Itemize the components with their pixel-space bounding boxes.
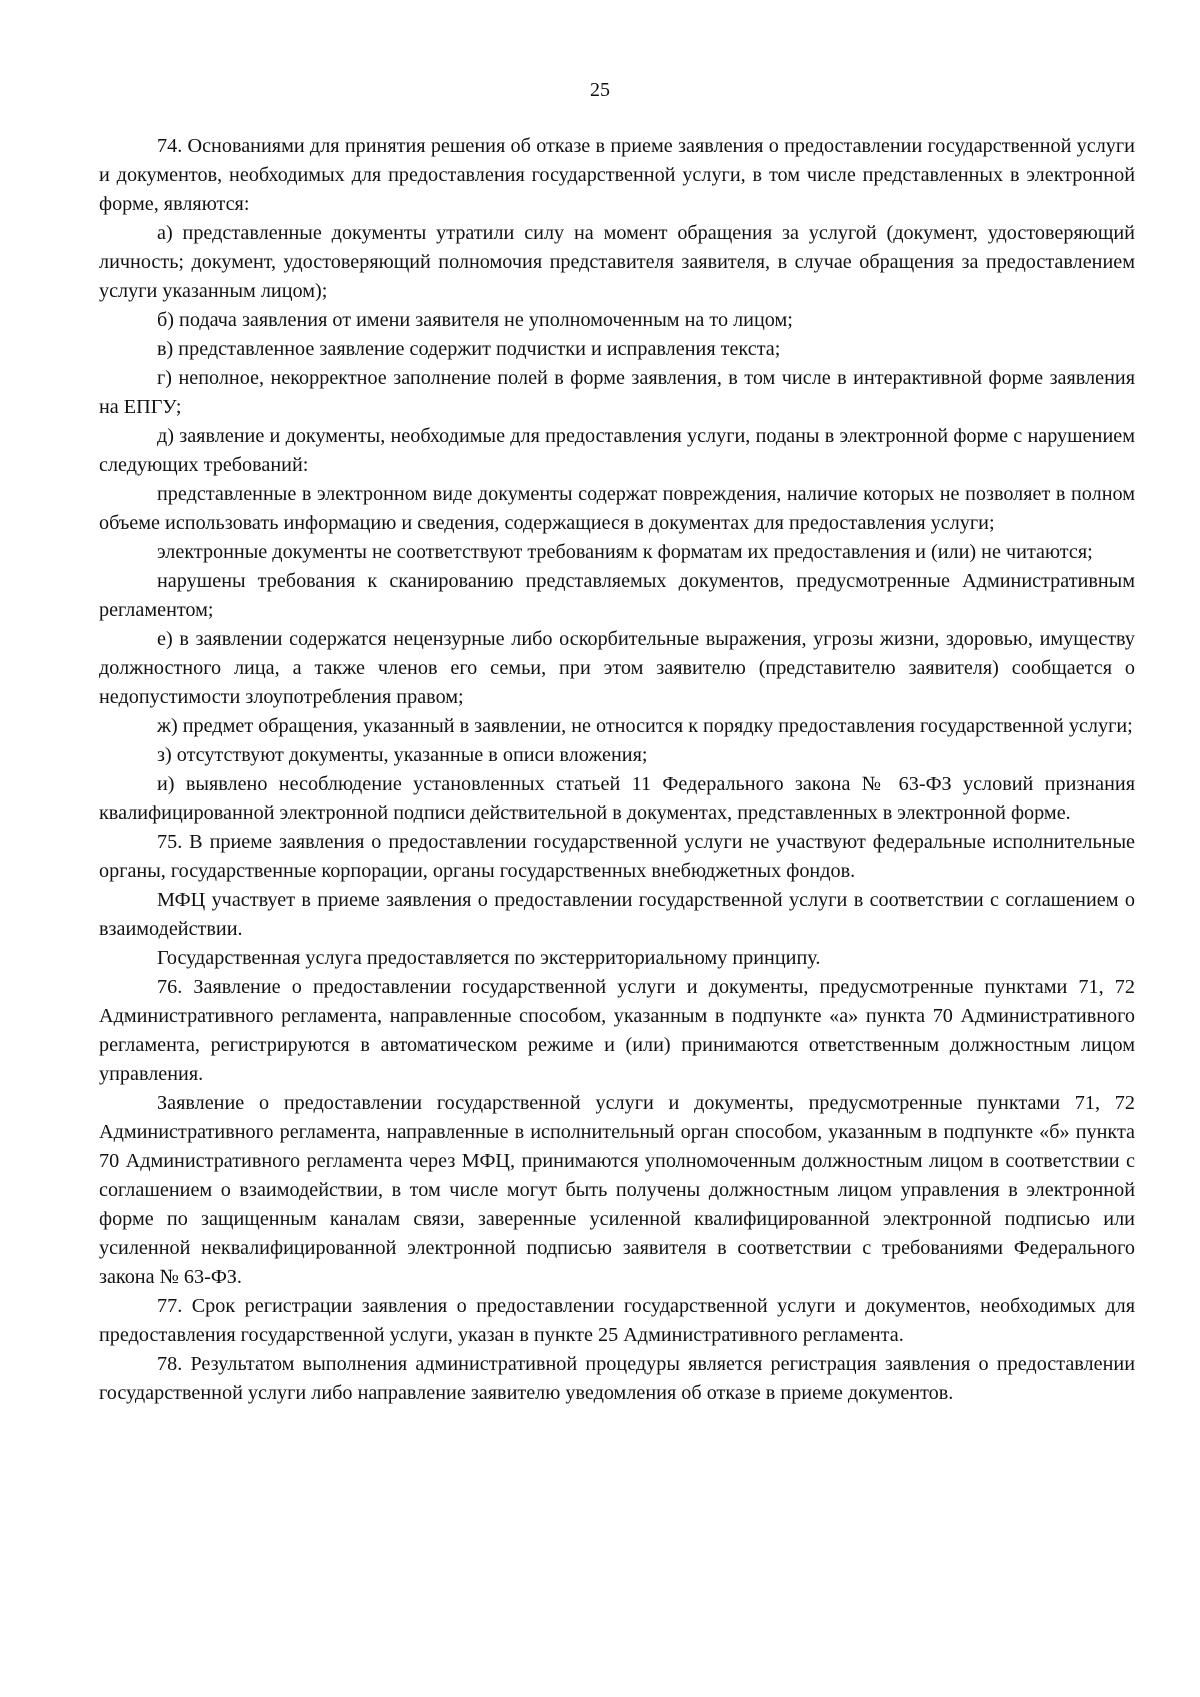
paragraph-75-mfc: МФЦ участвует в приеме заявления о предоставлении государственной услуги в соответствии с соглашением о взаимодействии. — [99, 889, 1135, 940]
paragraph-74-i: и) выявлено несоблюдение установленных статьей 11 Федерального закона № 63-ФЗ условий признания квалифицированной электронной подписи действительной в документах, представленных в электронной форме. — [99, 773, 1135, 824]
document-body — [99, 132, 1135, 1408]
paragraph-74-z: з) отсутствуют документы, указанные в описи вложения; — [157, 744, 648, 766]
paragraph-76: 76. Заявление о предоставлении государственной услуги и документы, предусмотренные пунктами 71, 72 Административного регламента, направленные способом, указанным в подпункте «а» пункта 70 Административного регламента, регистрируются в автоматическом режиме и (или) принимаются ответственным должностным лицом управления. — [99, 976, 1135, 1085]
page-number: 25 — [590, 79, 610, 101]
paragraph-74-d-item-3: нарушены требования к сканированию представляемых документов, предусмотренные Административным регламентом; — [99, 570, 1135, 621]
paragraph-75-exterritorial: Государственная услуга предоставляется по экстерриториальному принципу. — [157, 947, 821, 969]
paragraph-74-d-item-2: электронные документы не соответствуют требованиям к форматам их предоставления и (или) не читаются; — [157, 541, 1093, 563]
paragraph-76-mfc: Заявление о предоставлении государственной услуги и документы, предусмотренные пунктами 71, 72 Административного регламента, направленные в исполнительный орган способом, указанным в подпункте «б» пункта 70 Административного регламента через МФЦ, принимаются уполномоченным должностным лицом в соответствии с соглашением о взаимодействии, в том числе могут быть получены должностным лицом управления в электронной форме по защищенным каналам связи, заверенные усиленной квалифицированной электронной подписью или усиленной неквалифицированной электронной подписью заявителя в соответствии с требованиями Федерального закона № 63-ФЗ. — [99, 1092, 1135, 1288]
paragraph-78: 78. Результатом выполнения административной процедуры является регистрация заявления о предоставлении государственной услуги либо направление заявителю уведомления об отказе в приеме документов. — [99, 1353, 1135, 1404]
paragraph-74-v: в) представленное заявление содержит подчистки и исправления текста; — [157, 338, 781, 360]
paragraph-74-a: а) представленные документы утратили силу на момент обращения за услугой (документ, удостоверяющий личность; документ, удостоверяющий полномочия представителя заявителя, в случае обращения за предоставлением услуги указанным лицом); — [99, 222, 1135, 302]
paragraph-74-d: д) заявление и документы, необходимые для предоставления услуги, поданы в электронной форме с нарушением следующих требований: — [99, 425, 1135, 476]
paragraph-74-g: г) неполное, некорректное заполнение полей в форме заявления, в том числе в интерактивной форме заявления на ЕПГУ; — [99, 367, 1135, 418]
paragraph-77: 77. Срок регистрации заявления о предоставлении государственной услуги и документов, необходимых для предоставления государственной услуги, указан в пункте 25 Административного регламента. — [99, 1295, 1135, 1346]
paragraph-74-zh: ж) предмет обращения, указанный в заявлении, не относится к порядку предоставления государственной услуги; — [157, 715, 1133, 737]
paragraph-75: 75. В приеме заявления о предоставлении государственной услуги не участвуют федеральные исполнительные органы, государственные корпорации, органы государственных внебюджетных фондов. — [99, 831, 1135, 882]
paragraph-74-e: е) в заявлении содержатся нецензурные либо оскорбительные выражения, угрозы жизни, здоровью, имуществу должностного лица, а также членов его семьи, при этом заявителю (представителю заявителя) сообщается о недопустимости злоупотребления правом; — [99, 628, 1135, 708]
paragraph-74: 74. Основаниями для принятия решения об отказе в приеме заявления о предоставлении государственной услуги и документов, необходимых для предоставления государственной услуги, в том числе представленных в электронной форме, являются: — [99, 135, 1135, 215]
paragraph-74-d-item-1: представленные в электронном виде документы содержат повреждения, наличие которых не позволяет в полном объеме использовать информацию и сведения, содержащиеся в документах для предоставления услуги; — [99, 483, 1135, 534]
paragraph-74-b: б) подача заявления от имени заявителя не уполномоченным на то лицом; — [157, 309, 793, 331]
